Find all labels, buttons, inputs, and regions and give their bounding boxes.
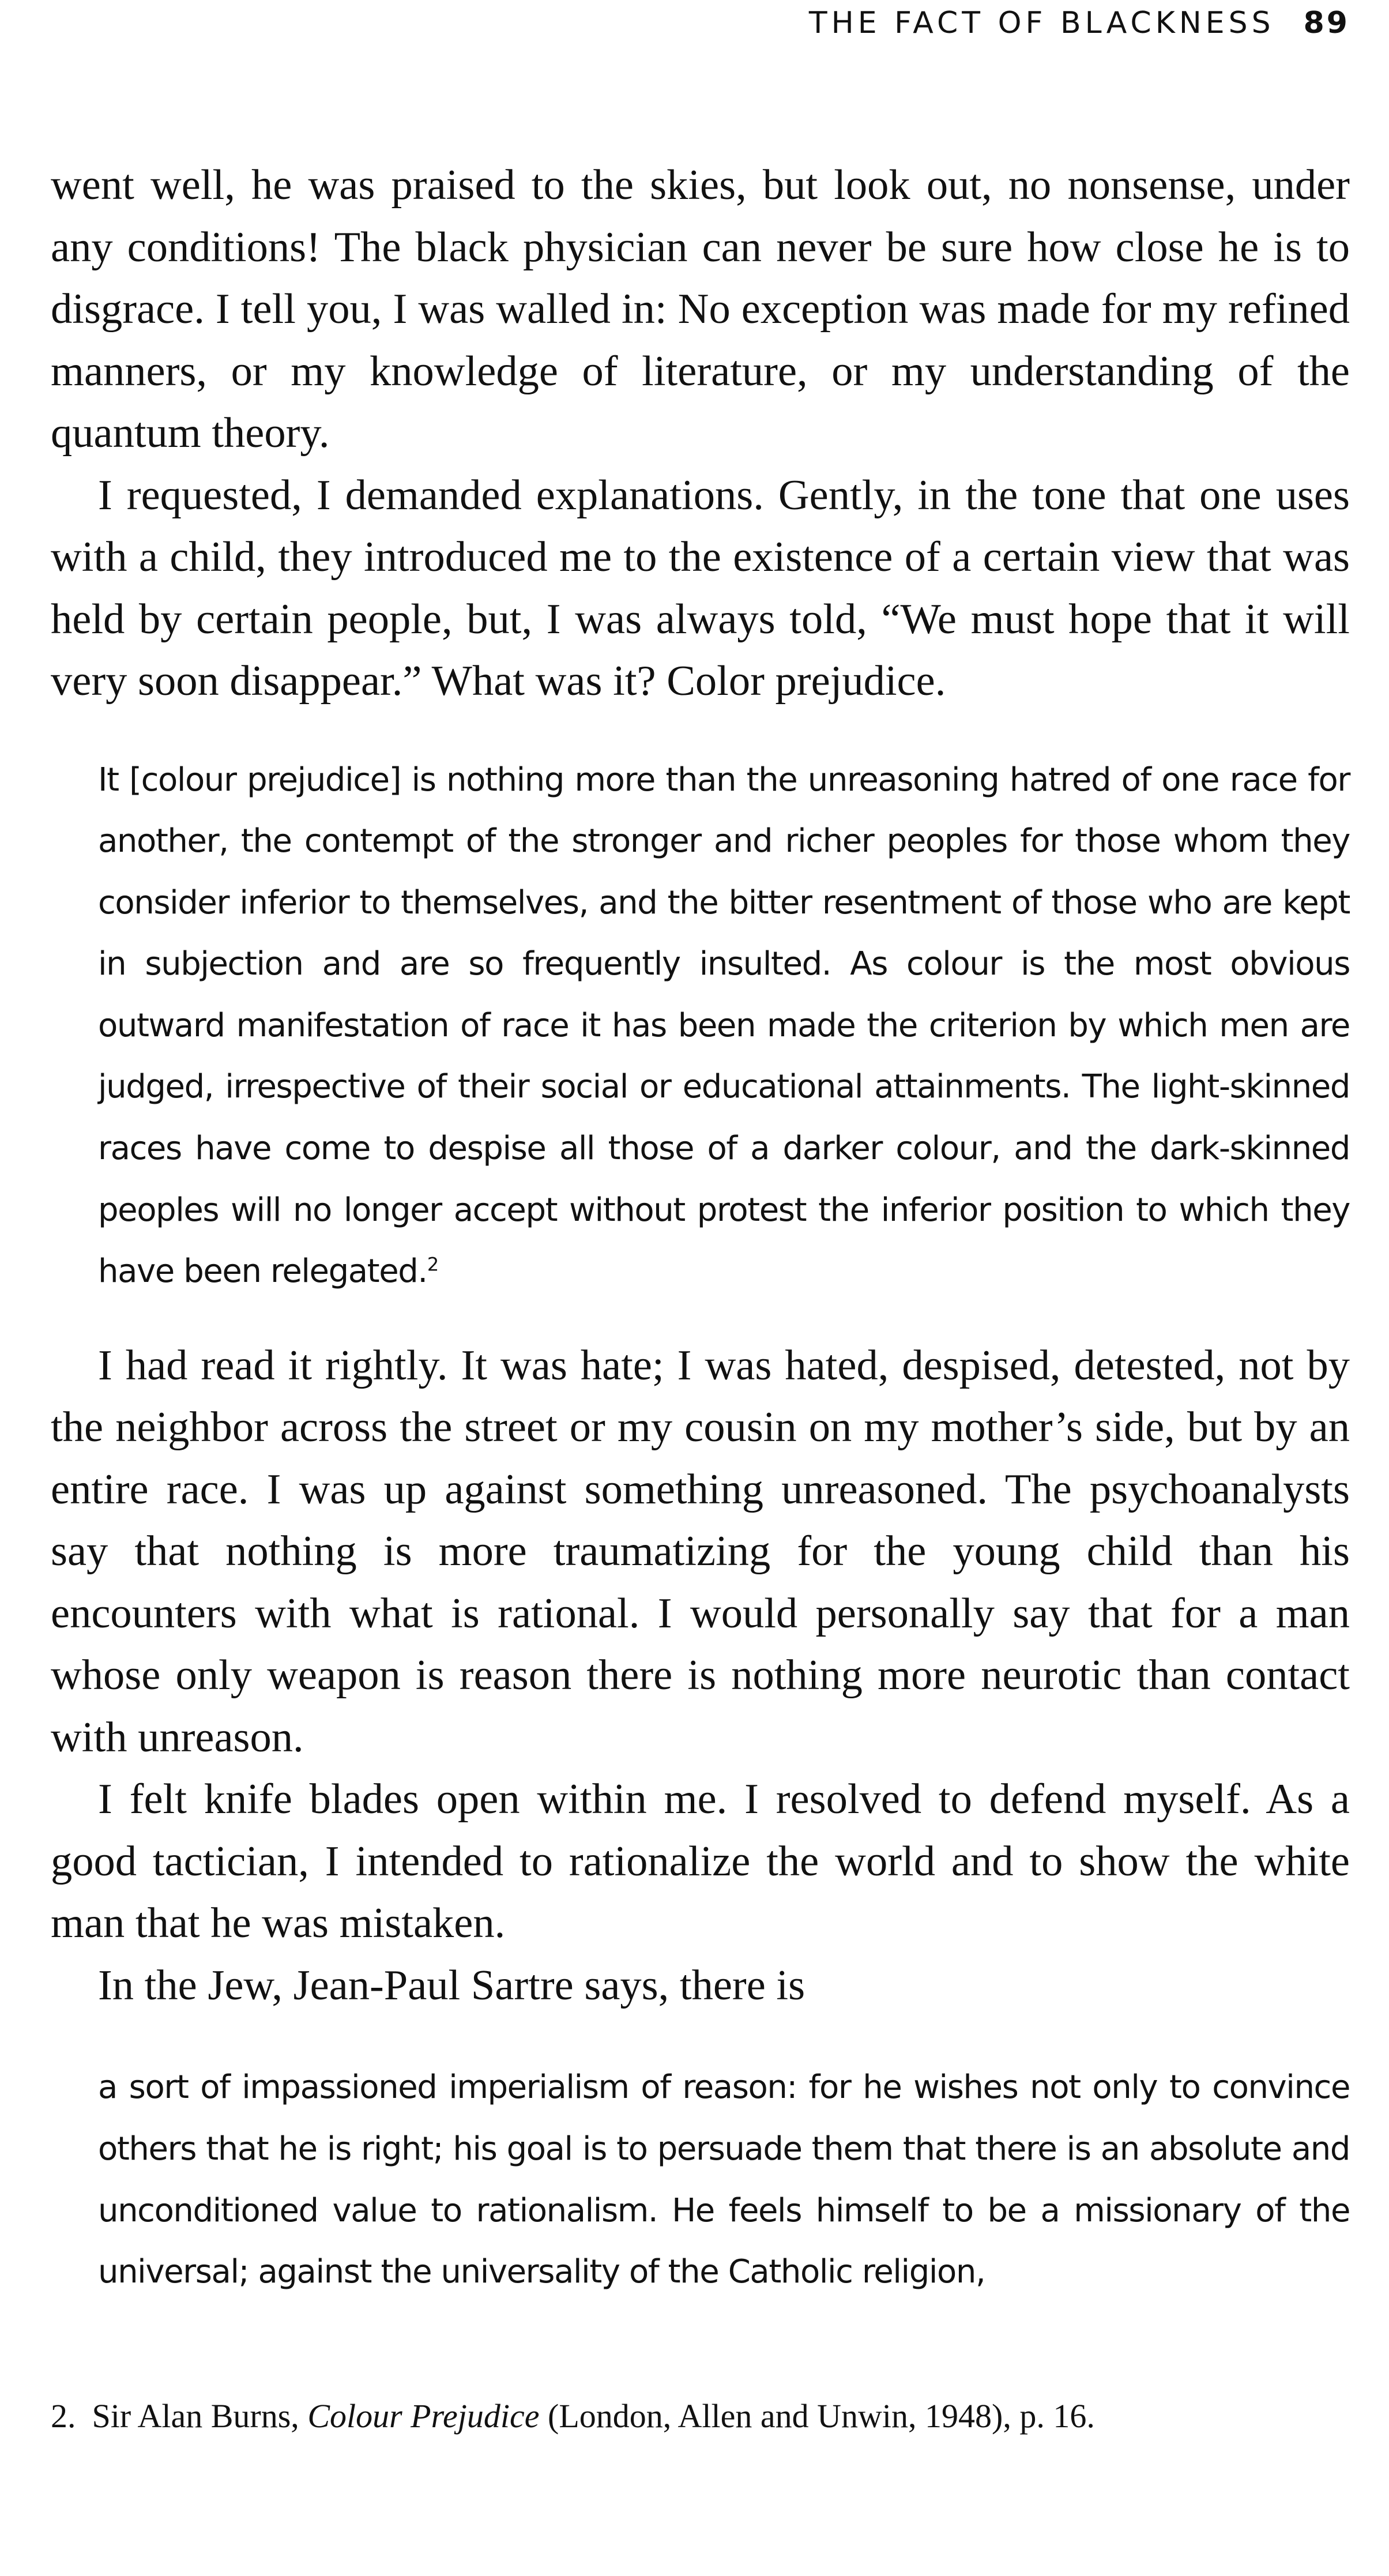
body-paragraph-4: I felt knife blades open within me. I resolved to defend myself. As a good tactician, I intended to rationalize the world and to show the white man that he was mistaken. <box>51 1776 1350 1947</box>
block-quote-colour-prejudice-text: It [colour prejudice] is nothing more than the unreasoning hatred of one race for another, the contempt of the stronger and richer peoples for those whom they consider inferior to themselves, and the bitter resentment of those who are kept in subjection and are so frequently insulted. As colour is the most obvious outward manifestation of race it has been made the criterion by which men are judged, irrespective of their social or educational attainments. The light-skinned races have come to despise all those of a darker colour, and the dark-skinned peoples will no longer accept without protest the inferior position to which they have been relegated. <box>98 761 1350 1291</box>
body-paragraph-1: went well, he was praised to the skies, but look out, no nonsense, under any conditions! The black physician can never be sure how close he is to disgrace. I tell you, I was walled in: No exception was made for my refined manners, or my knowledge of literature, or my understanding of the quantum theory. <box>51 161 1350 457</box>
body-paragraph-2: I requested, I demanded explanations. Gently, in the tone that one uses with a child, they introduced me to the existence of a certain view that was held by certain people, but, I was always told, “We must hope that it will very soon disappear.” What was it? Color prejudice. <box>51 471 1350 705</box>
page-number: 89 <box>1303 6 1350 40</box>
block-quote-sartre: a sort of impassioned imperialism of reason: for he wishes not only to convince others that he is right; his goal is to persuade them that there is an absolute and unconditioned value to rationalism. He feels himself to be a missionary of the universal; against the universality of the Catholic religion, <box>98 2069 1350 2291</box>
body-paragraph-3: I had read it rightly. It was hate; I was hated, despised, detested, not by the neighbor across the street or my cousin on my mother’s side, but by an entire race. I was up against something unreasoned. The psychoanalysts say that nothing is more traumatizing for the young child than his encounters with what is rational. I would personally say that for a man whose only weapon is reason there is nothing more neurotic than contact with unreason. <box>51 1341 1350 1761</box>
footnote-publication: (London, Allen and Unwin, 1948), p. 16. <box>548 2397 1095 2435</box>
body-paragraph-5: In the Jew, Jean-Paul Sartre says, there is <box>98 1961 805 2009</box>
running-head <box>809 0 1350 46</box>
footnote-book-title: Colour Prejudice <box>307 2397 540 2435</box>
block-quote-colour-prejudice <box>98 750 1350 1303</box>
footnote-number: 2. <box>51 2397 76 2435</box>
footnote-author: Sir Alan Burns, <box>92 2397 299 2435</box>
footnote-reference: 2 <box>427 1253 438 1276</box>
running-head-title: THE FACT OF BLACKNESS <box>808 6 1275 40</box>
footnote <box>51 2393 1350 2439</box>
page-body <box>51 155 1350 2303</box>
